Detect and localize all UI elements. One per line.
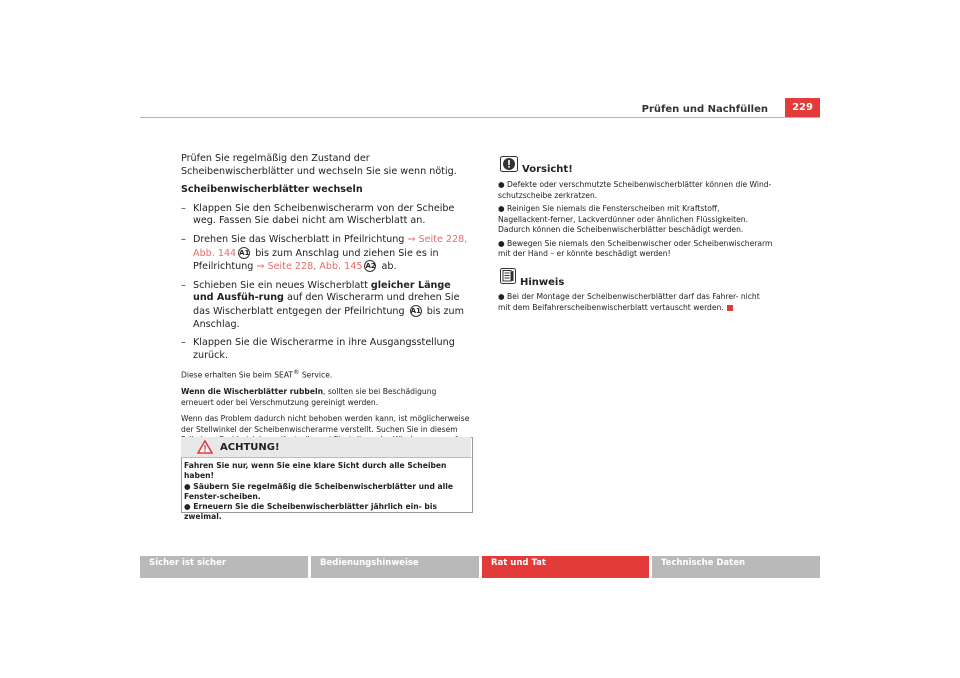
callout-a2-icon xyxy=(364,260,376,272)
footer-tab-technische-daten[interactable]: Technische Daten xyxy=(652,556,820,578)
note-1 xyxy=(181,368,471,381)
step-2-text: ab. xyxy=(378,261,397,273)
note-2-text: , sollten sie bei Beschädigung erneuert oder bei Verschmutzung gereinigt werden. xyxy=(181,387,437,407)
warning-line-1: Fahren Sie nur, wenn Sie eine klare Sicht durch alle Scheiben haben! xyxy=(184,461,447,481)
callout-a1-icon xyxy=(410,305,422,317)
warning-bullet-2-text: Erneuern Sie die Scheibenwischerblätter jährlich ein- bis zweimal. xyxy=(184,502,437,522)
bullet-icon: ● xyxy=(498,292,508,301)
end-marker-icon xyxy=(727,305,733,311)
step-3-bold: gleicher Länge und Ausfüh-rung xyxy=(193,279,451,304)
header-divider xyxy=(140,117,820,118)
section-heading: Scheibenwischerblätter wechseln xyxy=(181,184,363,196)
hint-bullet-1-text: Bei der Montage der Scheibenwischerblätter darf das Fahrer- nicht mit dem Beifahrerscheibenwischerblatt vertauscht werden. xyxy=(498,292,760,312)
step-3-text: Schieben Sie ein neues Wischerblatt xyxy=(193,279,371,291)
caution-bullet-2-text: Reinigen Sie niemals die Fensterscheiben mit Kraftstoff, Nagellackent-ferner, Lackverdünner oder ähnlichen Flüssigkeiten. Dadurch können die Scheibenwischerblätter beschädigt werden. xyxy=(498,204,749,234)
bullet-icon: ● xyxy=(498,238,508,248)
hint-note-icon xyxy=(500,268,516,284)
step-3 xyxy=(181,280,471,331)
callout-a1-icon xyxy=(238,247,250,259)
link-seite-228-abb-144[interactable]: ⇒ Seite 228, Abb. 144 xyxy=(193,233,468,259)
note-1-text: Diese erhalten Sie beim SEAT xyxy=(181,370,294,380)
bullet-icon: ● xyxy=(498,204,508,213)
callout-label: A1 xyxy=(410,306,421,315)
bullet-icon: ● xyxy=(498,180,508,189)
intro-text: Prüfen Sie regelmäßig den Zustand der Scheibenwischerblätter und wechseln Sie sie wenn nötig. xyxy=(181,153,457,177)
caution-text xyxy=(498,180,773,263)
caution-bullet-3 xyxy=(498,239,773,260)
footer-tab-bedienungshinweise[interactable]: Bedienungshinweise xyxy=(311,556,479,578)
step-3-text: auf den Wischerarm und drehen Sie das Wischerblatt entgegen der Pfeilrichtung xyxy=(193,292,460,317)
warning-bullet-1-text: Säubern Sie regelmäßig die Scheibenwischerblätter und alle Fenster-scheiben. xyxy=(184,481,454,501)
footer-tab-sicher-ist-sicher[interactable]: Sicher ist sicher xyxy=(140,556,308,578)
hint-bullet-1 xyxy=(498,292,773,313)
step-3-text: bis zum Anschlag. xyxy=(193,305,464,330)
registered-mark: ® xyxy=(293,369,300,377)
note-2-bold: Wenn die Wischerblätter rubbeln xyxy=(181,387,323,397)
step-4: – Klappen Sie die Wischerarme in ihre Ausgangsstellung zurück. xyxy=(181,337,471,362)
warning-bullet-1 xyxy=(184,482,470,503)
warning-text xyxy=(184,461,470,523)
bullet-icon: ● xyxy=(184,481,194,491)
footer-tab-rat-und-tat[interactable]: Rat und Tat xyxy=(482,556,649,578)
note-1-text: Service. xyxy=(299,370,333,380)
step-1: – Klappen Sie den Scheibenwischerarm von der Scheibe weg. Fassen Sie dabei nicht am Wischerblatt an. xyxy=(181,203,471,228)
left-column xyxy=(181,153,471,452)
caution-title: Vorsicht! xyxy=(522,164,573,175)
bullet-icon: ● xyxy=(184,502,194,512)
warning-triangle-icon xyxy=(197,440,213,454)
step-2-text: Drehen Sie das Wischerblatt in Pfeilrichtung xyxy=(193,233,408,245)
note-2 xyxy=(181,387,471,408)
page-header-title: Prüfen und Nachfüllen xyxy=(641,104,768,115)
hint-text xyxy=(498,292,773,313)
step-2-text: bis zum Anschlag und ziehen Sie es in Pfeilrichtung xyxy=(193,247,439,273)
caution-bullet-1 xyxy=(498,180,773,201)
caution-bullet-1-text: Defekte oder verschmutzte Scheibenwischerblätter können die Wind-schutzscheibe zerkratzen. xyxy=(498,180,772,200)
page-number: 229 xyxy=(785,98,820,117)
note-3: Wenn das Problem dadurch nicht behoben werden kann, ist möglicherweise der Stellwinkel der Scheibenwischerarme verstellt. Suchen Sie in diesem xyxy=(181,414,470,434)
callout-label: A2 xyxy=(365,262,376,271)
link-seite-228-abb-145[interactable]: ⇒ Seite 228, Abb. 145 xyxy=(256,261,363,273)
warning-bullet-2 xyxy=(184,502,470,523)
caution-bullet-3-text: Bewegen Sie niemals den Scheibenwischer oder Scheibenwischerarm mit der Hand – er könnte beschädigt werden! xyxy=(498,238,773,258)
warning-title: ACHTUNG! xyxy=(220,442,280,453)
step-2 xyxy=(181,234,471,274)
caution-bullet-2 xyxy=(498,204,773,236)
caution-icon xyxy=(500,156,518,172)
hint-title: Hinweis xyxy=(520,277,565,288)
callout-label: A1 xyxy=(239,248,250,257)
